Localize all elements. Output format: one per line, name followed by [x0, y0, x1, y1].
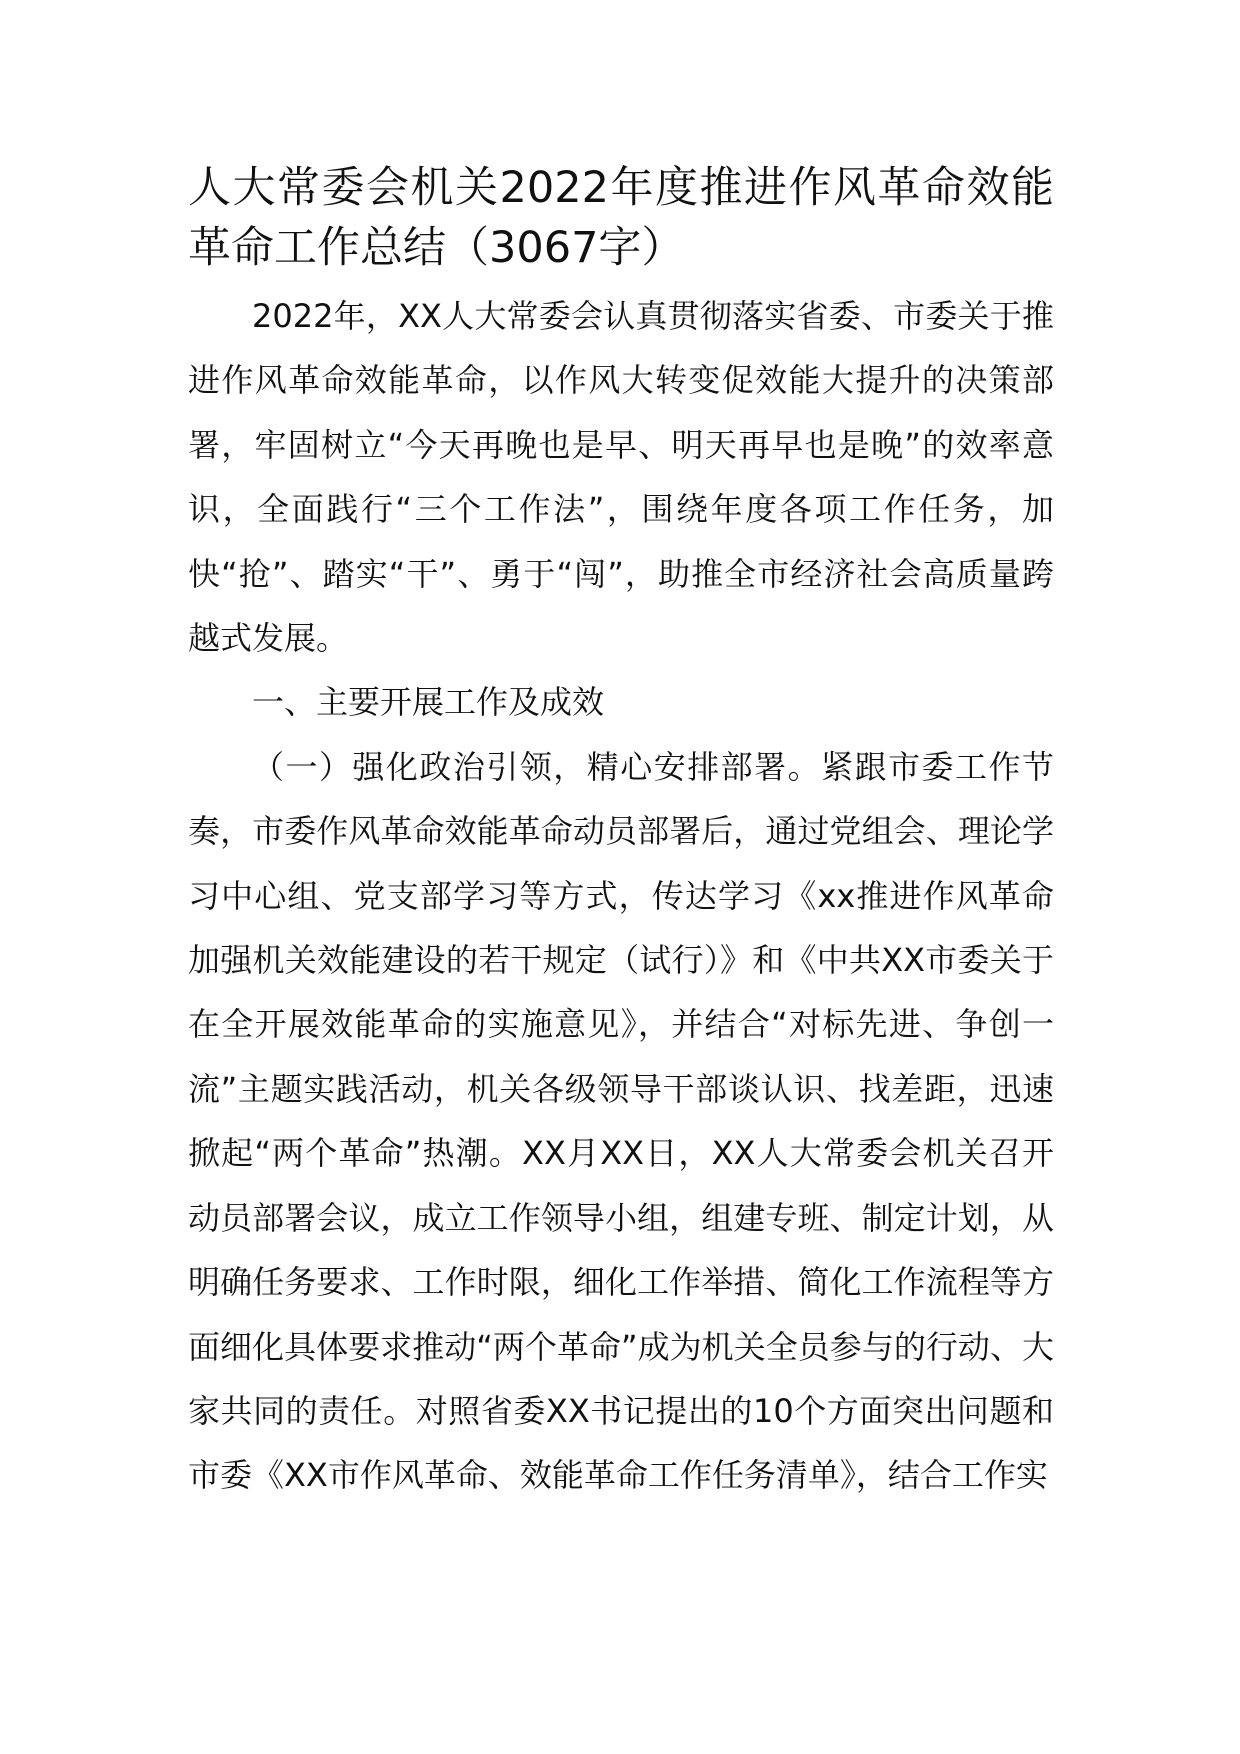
section-paragraph: （一）强化政治引领，精心安排部署。紧跟市委工作节奏，市委作风革命效能革命动员部署后，通过党组会、理论学习中心组、党支部学习等方式，传达学习《xx推进作风革命加强机关效能建设的若干规定（试行）》和《中共XX市委关于在全开展效能革命的实施意见》，并结合“对标先进、争创一流”主题实践活动，机关各级领导干部谈认识、找差距，迅速掀起“两个革命”热潮。XX月XX日，XX人大常委会机关召开动员部署会议，成立工作领导小组，组建专班、制定计划，从明确任务要求、工作时限，细化工作举措、简化工作流程等方面细化具体要求推动“两个革命”成为机关全员参与的行动、大家共同的责任。对照省委XX书记提出的10个方面突出问题和市委《XX市作风革命、效能革命工作任务清单》，结合工作实 — [188, 747, 1054, 1495]
document-content — [188, 284, 1054, 1508]
section-heading: 一、主要开展工作及成效 — [252, 683, 605, 722]
document-title: 人大常委会机关2022年度推进作风革命效能革命工作总结（3067字） — [188, 163, 1054, 273]
document-body — [188, 158, 1054, 1508]
intro-paragraph: 2022年，XX人大常委会认真贯彻落实省委、市委关于推进作风革命效能革命，以作风大转变促效能大提升的决策部署，牢固树立“今天再晚也是早、明天再早也是晚”的效率意识，全面践行“三个工作法”，围绕年度各项工作任务，加快“抢”、踏实“干”、勇于“闯”，助推全市经济社会高质量跨越式发展。 — [188, 297, 1054, 658]
